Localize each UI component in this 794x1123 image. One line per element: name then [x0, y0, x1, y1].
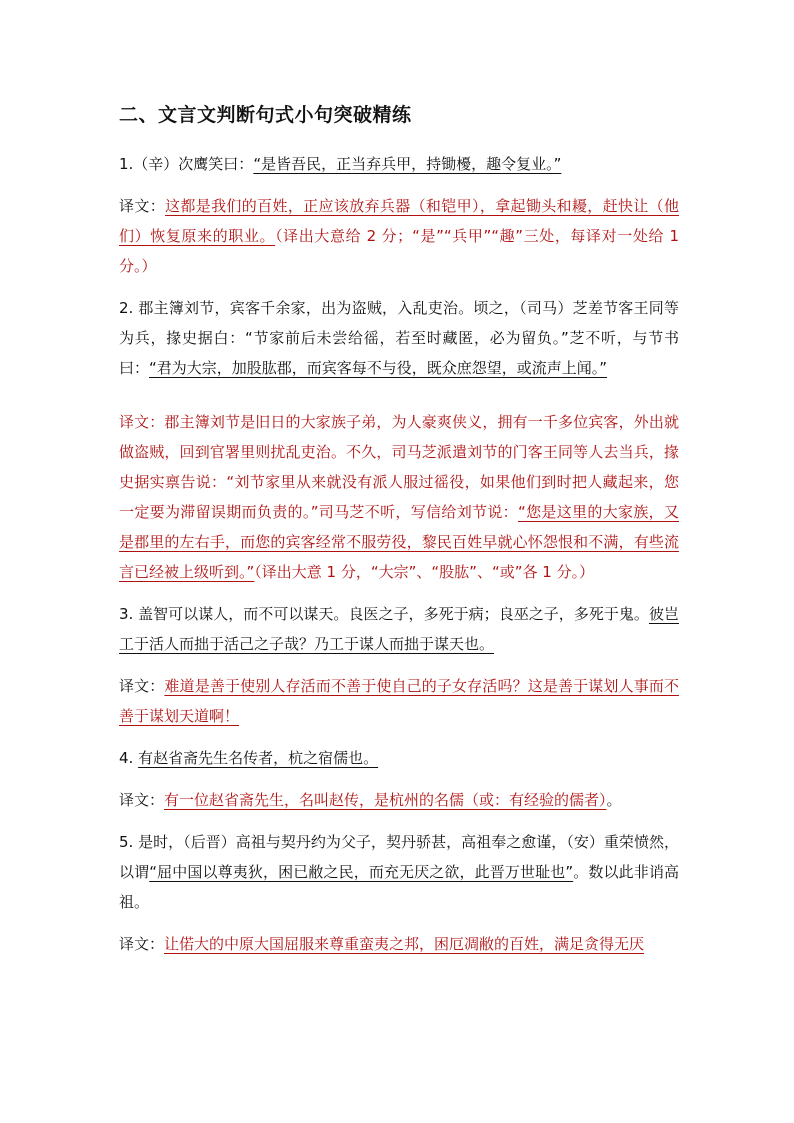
q3-translation: 难道是善于使别人存活而不善于使自己的子女存活吗？这是善于谋划人事而不善于谋划天道啊！: [119, 677, 679, 725]
q5-translation: 让偌大的中原大国屈服来尊重蛮夷之邦，困厄凋敝的百姓，满足贪得无厌: [164, 935, 645, 953]
q4-prefix: 4.: [119, 749, 139, 767]
translation-5: [119, 929, 679, 959]
q1-quote: “是皆吾民，正当弃兵甲，持锄櫌，趣令复业。”: [253, 155, 562, 173]
q5-trans-label: 译文：: [119, 935, 165, 953]
q3-quote: 彼岂工于活人而拙于活己之子哉？乃工于谋人而拙于谋天也。: [119, 605, 679, 653]
q1-translation: 这都是我们的百姓，正应该放弃兵器（和铠甲），拿起锄头和耰，赶快让（他们）恢复原来的职业。: [119, 197, 679, 245]
q4-trans-label: 译文：: [119, 791, 165, 809]
translation-1: [119, 191, 679, 281]
section-title: 二、文言文判断句式小句突破精练: [119, 104, 412, 126]
document-page: [119, 100, 679, 971]
q3-text: 3. 盖智可以谋人，而不可以谋天。良医之子，多死于病；良巫之子，多死于鬼。: [119, 605, 649, 623]
q3-trans-label: 译文：: [119, 677, 165, 695]
q4-translation: 有一位赵省斋先生，名叫赵传，是杭州的名儒（或：有经验的儒者）: [164, 791, 607, 809]
q1-score: （译出大意给 2 分；“是”“兵甲”“趣”三处，每译对一处给 1 分。）: [119, 227, 679, 275]
translation-3: [119, 671, 679, 731]
q2-translation-plain: 郡主簿刘节是旧日的大家族子弟，为人豪爽侠义，拥有一千多位宾客，外出就做盗贼，回到官署里则扰乱吏治。不久，司马芝派遣刘节的门客王同等人去当兵，掾史据实禀告说：“刘节家里从来就没有派人服过徭役，如果他们到时把人藏起来，您一定要为滞留误期而负责的。”司马芝不听，写信给刘节说：: [119, 413, 679, 521]
q2-score: （译出大意 1 分，“大宗”、“股肱”、“或”各 1 分。）: [254, 563, 595, 581]
q2-text: 2. 郡主簿刘节，宾客千余家，出为盗贼，入乱吏治。顷之，（司马）芝差节客王同等为兵，掾史据白：“节家前后未尝给徭，若至时藏匿，必为留负。”芝不听，与节书曰：: [119, 299, 679, 377]
question-4: [119, 743, 679, 773]
q1-trans-label: 译文：: [119, 197, 166, 215]
q4-end: 。: [606, 791, 622, 809]
q5-text: 5. 是时，（后晋）高祖与契丹约为父子，契丹骄甚，高祖奉之愈谨，（安）重荣愤然，以谓: [119, 833, 679, 881]
question-2: [119, 293, 679, 383]
q2-trans-label: 译文：: [119, 413, 165, 431]
question-5: [119, 827, 679, 917]
q5-quote: “屈中国以尊夷狄，困已敝之民，而充无厌之欲，此晋万世耻也”: [149, 863, 574, 881]
q2-translation-underlined: “您是这里的大家族，又是郡里的左右手，而您的宾客经常不服劳役，黎民百姓早就心怀怨恨和不满，有些流言已经被上级听到。”: [119, 503, 679, 581]
translation-2: [119, 407, 679, 587]
q5-tail: 。数以此非诮高祖。: [119, 863, 679, 911]
question-1: [119, 149, 679, 179]
translation-4: [119, 785, 679, 815]
q2-quote: “君为大宗，加股肱郡，而宾客每不与役，既众庶怨望，或流声上闻。”: [149, 359, 608, 377]
question-3: [119, 599, 679, 659]
q1-prefix: 1.（辛）次鹰笑曰：: [119, 155, 254, 173]
q4-quote: 有赵省斋先生名传者，杭之宿儒也。: [138, 749, 379, 767]
